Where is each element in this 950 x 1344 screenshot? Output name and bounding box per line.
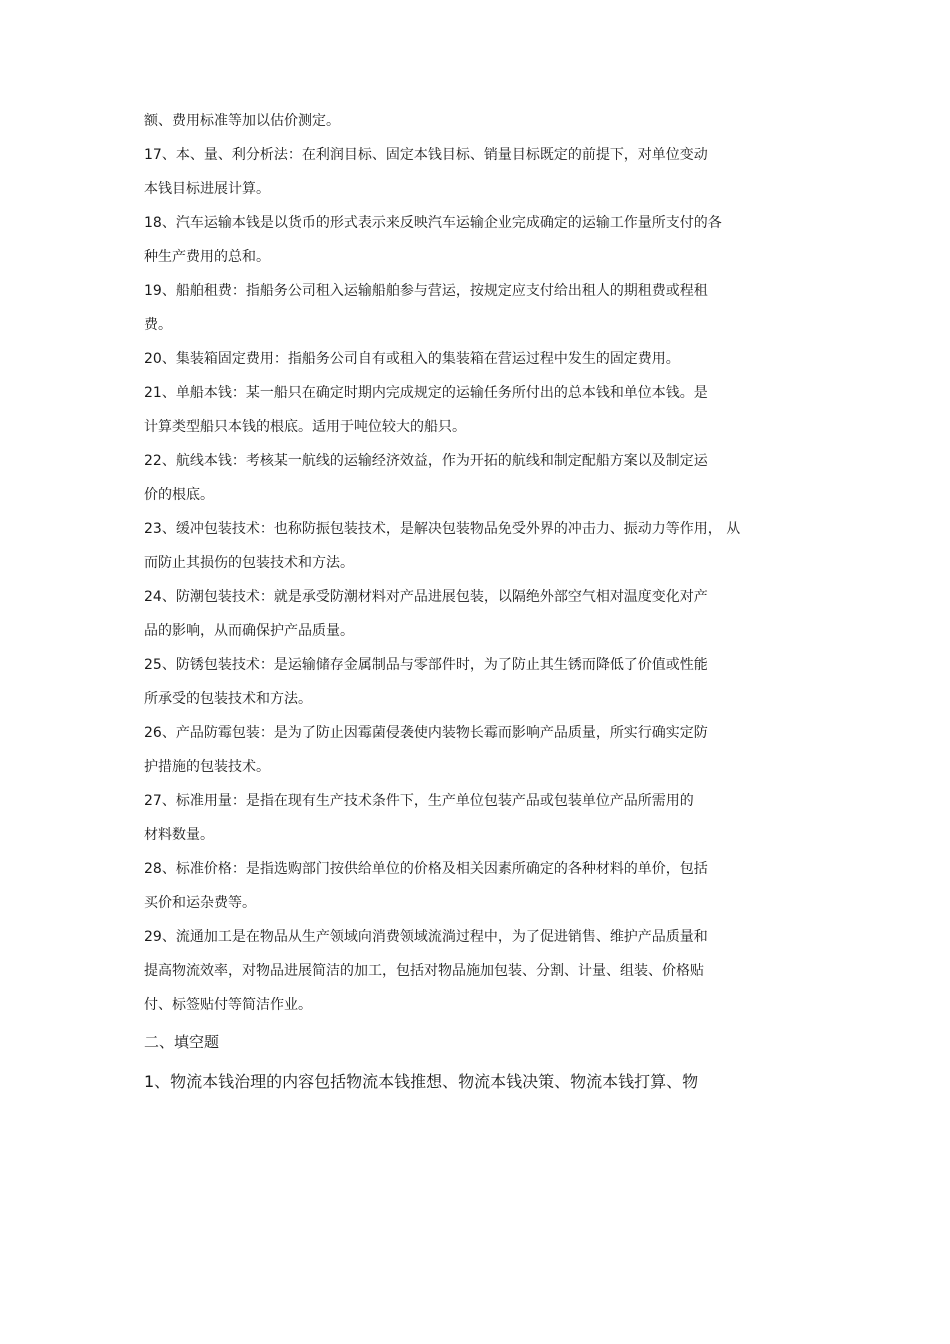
- text-line: 护措施的包装技术。: [144, 759, 270, 775]
- text-line: 而防止其损伤的包装技术和方法。: [144, 555, 354, 571]
- section-heading: 二、填空题: [144, 1033, 220, 1051]
- text-line: 18、汽车运输本钱是以货币的形式表示来反映汽车运输企业完成确定的运输工作量所支付的各: [144, 215, 722, 231]
- text-line: 费。: [144, 317, 172, 333]
- text-line: 26、产品防霉包装：是为了防止因霉菌侵袭使内装物长霉而影响产品质量，所实行确实定防: [144, 725, 708, 741]
- text-line: 22、航线本钱：考核某一航线的运输经济效益，作为开拓的航线和制定配船方案以及制定运: [144, 453, 708, 469]
- text-line: 27、标准用量：是指在现有生产技术条件下，生产单位包装产品或包装单位产品所需用的: [144, 793, 694, 809]
- text-line: 额、费用标准等加以估价测定。: [144, 113, 340, 129]
- text-line: 材料数量。: [144, 827, 214, 843]
- text-line: 品的影响，从而确保护产品质量。: [144, 623, 354, 639]
- text-line: 所承受的包装技术和方法。: [144, 691, 312, 707]
- text-line: 计算类型船只本钱的根底。适用于吨位较大的船只。: [144, 419, 466, 435]
- text-line: 本钱目标进展计算。: [144, 181, 270, 197]
- fill-blank-question: 1、物流本钱治理的内容包括物流本钱推想、物流本钱决策、物流本钱打算、物: [144, 1072, 699, 1091]
- text-line: 20、集装箱固定费用：指船务公司自有或租入的集装箱在营运过程中发生的固定费用。: [144, 351, 680, 367]
- text-line: 24、防潮包装技术：就是承受防潮材料对产品进展包装，以隔绝外部空气相对温度变化对产: [144, 589, 708, 605]
- text-line: 提高物流效率，对物品进展简洁的加工，包括对物品施加包装、分割、计量、组装、价格贴: [144, 963, 704, 979]
- text-line: 付、标签贴付等简洁作业。: [144, 997, 312, 1013]
- text-line: 种生产费用的总和。: [144, 249, 270, 265]
- text-line: 买价和运杂费等。: [144, 895, 256, 911]
- text-line: 17、本、量、利分析法：在利润目标、固定本钱目标、销量目标既定的前提下，对单位变动: [144, 147, 708, 163]
- document-body: [144, 104, 814, 1102]
- text-line: 29、流通加工是在物品从生产领域向消费领域流淌过程中，为了促进销售、维护产品质量和: [144, 929, 708, 945]
- text-line: 19、船舶租费：指船务公司租入运输船舶参与营运，按规定应支付给出租人的期租费或程租: [144, 283, 708, 299]
- text-line: 21、单船本钱：某一船只在确定时期内完成规定的运输任务所付出的总本钱和单位本钱。是: [144, 385, 708, 401]
- text-line: 28、标准价格：是指选购部门按供给单位的价格及相关因素所确定的各种材料的单价，包括: [144, 861, 708, 877]
- text-line: 价的根底。: [144, 487, 214, 503]
- text-line: 25、防锈包装技术：是运输储存金属制品与零部件时，为了防止其生锈而降低了价值或性能: [144, 657, 708, 673]
- text-line: 23、缓冲包装技术：也称防振包装技术，是解决包装物品免受外界的冲击力、振动力等作用， 从: [144, 521, 741, 537]
